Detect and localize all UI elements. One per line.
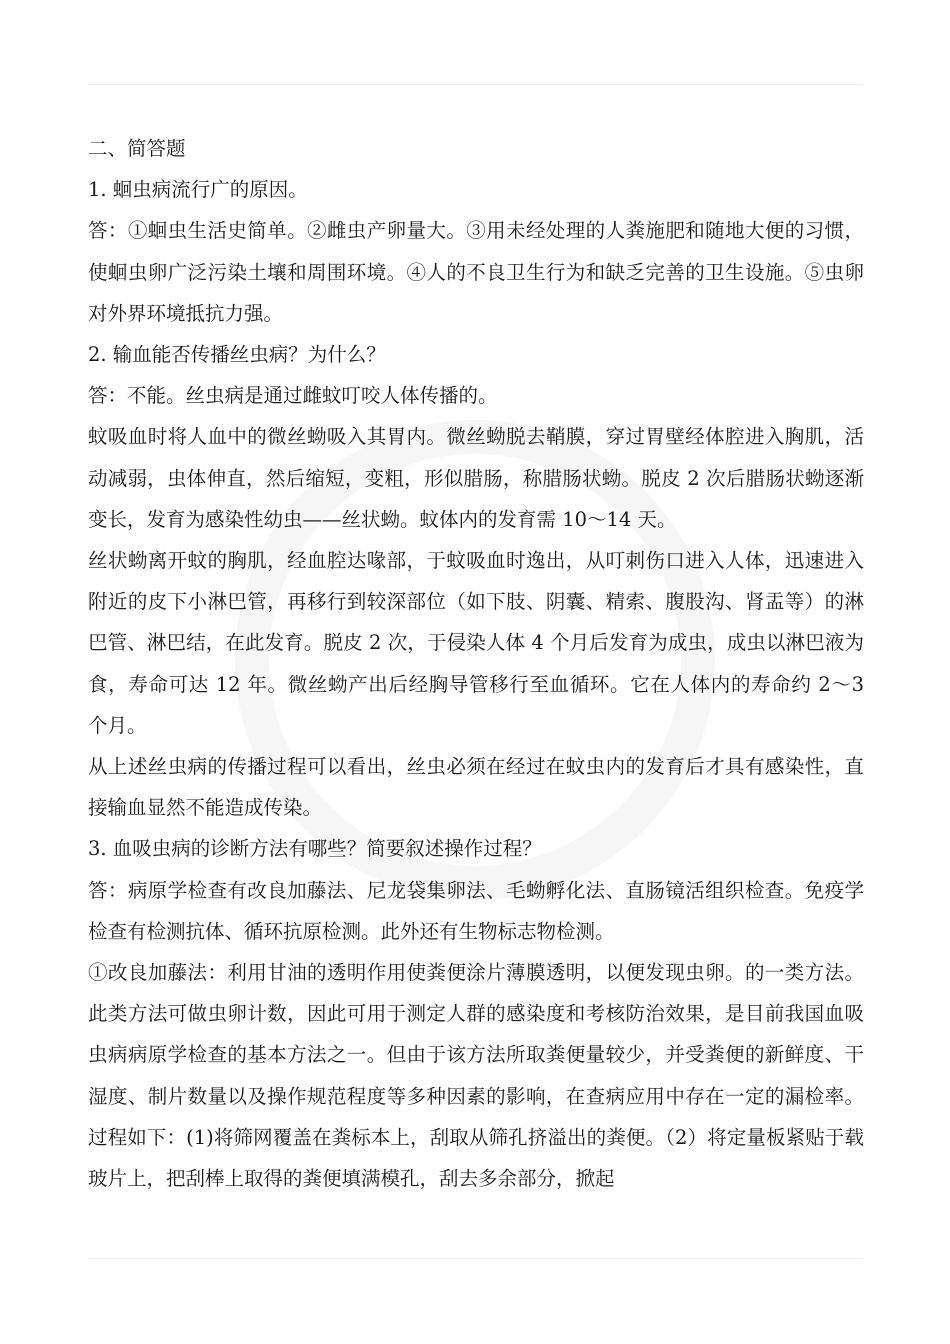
answer-3-overview: 答：病原学检查有改良加藤法、尼龙袋集卵法、毛蚴孵化法、直肠镜活组织检查。免疫学检查有检测抗体、循环抗原检测。此外还有生物标志物检测。 [88,878,864,943]
answer-2-human-stage: 丝状蚴离开蚊的胸肌，经血腔达喙部，于蚊吸血时逸出，从叮刺伤口进入人体，迅速进入附近的皮下小淋巴管，再移行到较深部位（如下肢、阴囊、精索、腹股沟、肾盂等）的淋巴管、淋巴结，在此发育。脱皮 2 次，于侵染人体 4 个月后发育为成虫，成虫以淋巴液为食，寿命可达 12 年。微丝蚴产出后经胸导管移行至血循环。它在人体内的寿命约 2～3 个月。 [88,549,864,737]
header-rule [88,84,863,85]
answer-2-conclusion: 从上述丝虫病的传播过程可以看出，丝虫必须在经过在蚊虫内的发育后才具有感染性，直接输血显然不能造成传染。 [88,755,864,820]
answer-2-summary: 答：不能。丝虫病是通过雌蚊叮咬人体传播的。 [88,384,498,408]
footer-rule [88,1258,863,1259]
section-title: 二、简答题 [88,137,186,160]
answer-1: 答：①蛔虫生活史简单。②雌虫产卵量大。③用未经处理的人粪施肥和随地大便的习惯，使蛔虫卵广泛污染土壤和周围环境。④人的不良卫生行为和缺乏完善的卫生设施。⑤虫卵对外界环境抵抗力强。 [88,219,864,325]
answer-3-kato-method: ①改良加藤法：利用甘油的透明作用使粪便涂片薄膜透明，以便发现虫卵。的一类方法。此类方法可做虫卵计数，因此可用于测定人群的感染度和考核防治效果，是目前我国血吸虫病病原学检查的基本方法之一。但由于该方法所取粪便量较少，并受粪便的新鲜度、干湿度、制片数量以及操作规范程度等多种因素的影响，在查病应用中存在一定的漏检率。过程如下：(1)将筛网覆盖在粪标本上，刮取从筛孔挤溢出的粪便。（2）将定量板紧贴于载玻片上，把刮棒上取得的粪便填满模孔，刮去多余部分，掀起 [88,961,864,1191]
question-3: 3. 血吸虫病的诊断方法有哪些？简要叙述操作过程？ [88,837,542,861]
question-1: 1. 蛔虫病流行广的原因。 [88,178,308,202]
document-body [88,128,864,1199]
question-2: 2. 输血能否传播丝虫病？为什么？ [88,343,386,367]
answer-2-mosquito-stage: 蚊吸血时将人血中的微丝蚴吸入其胃内。微丝蚴脱去鞘膜，穿过胃壁经体腔进入胸肌，活动减弱，虫体伸直，然后缩短，变粗，形似腊肠，称腊肠状蚴。脱皮 2 次后腊肠状蚴逐渐变长，发育为感染性幼虫——丝状蚴。蚊体内的发育需 10～14 天。 [88,425,864,531]
